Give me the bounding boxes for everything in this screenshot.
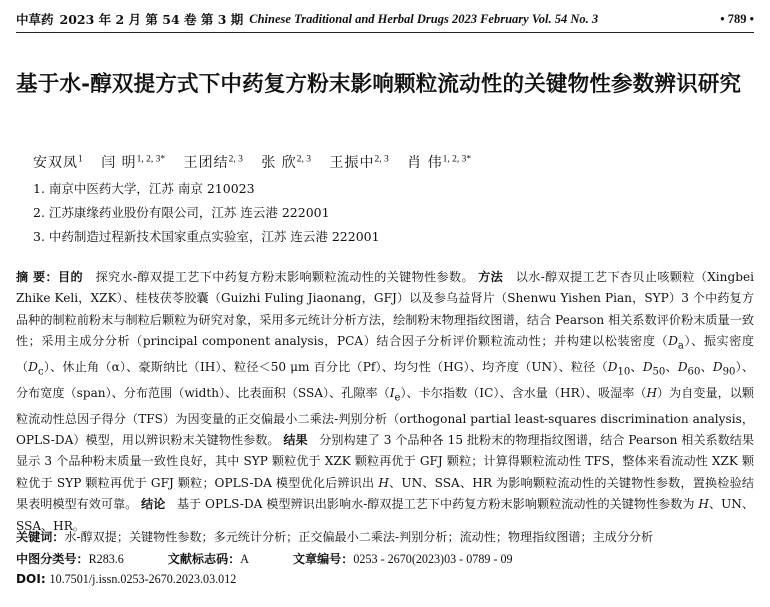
issue-date-cn: 2023 年 2 月 第 54 卷 第 3 期 [59, 12, 244, 27]
methods-label: 方法 [478, 270, 504, 284]
abstract: 摘 要：目的 探究水-醇双提工艺下中药复方粉末影响颗粒流动性的关键物性参数。 方法 以水-醇双提工艺下杏贝止咳颗粒（Xingbei Zhike Keli，XZK）、桂枝茯苓胶囊（Guizhi Fuling Jiaonang，GFJ）以及参乌益肾片（Shenwu Yishen Pian，SYP）3 个中药复方品种的制粒前粉末与制粒后颗粒为研究对象，采用多元统计分析方法，绘制粉末物理指纹图谱，结合 Pearson 相关系数评价粉末质量一致性；采用主成分分析（principal component analysis，PCA）结合因子分析评价颗粒流动性；并构建以松装密度$(D_a)$、振实密度$(D_c)$、休止角（α）、豪斯纳比（IH）、粒径＜50 μm 百分比（Pf）、均匀性（HG）、均齐度（UN）、粒径（$D_{10}$、$D_{50}$、$D_{60}$、$D_{90}$）、分布宽度（span）、分布范围（width）、比表面积（SSA）、孔隙率$(I_e)$、卡尔指数（IC）、含水量（HR）、吸湿率（H）为自变量，以颗粒流动性总因子得分（TFS）为因变量的正交偏最小二乘法-判别分析（orthogonal partial least-squares discrimination analysis，OPLS-DA）模型，用以辨识粉末关键物性参数。 结果 分别构建了 3 个品种各 15 批粉末的物理指纹图谱，结合 Pearson 相关系数结果显示 3 个品种粉末质量一致性良好，其中 SYP 颗粒优于 XZK 颗粒再优于 GFJ 颗粒；计算得颗粒流动性 TFS，整体来看流动性 XZK 颗粒优于 SYP 颗粒再优于 GFJ 颗粒；OPLS-DA 模型优化后辨识出 H、UN、SSA、HR 为影响颗粒流动性的关键物性参数，置换检验结果表明模型有效可靠。 结论 基于 OPLS-DA 模型辨识出影响水-醇双提工艺下中药复方粉末影响颗粒流动性的关键物性参数为 H、UN、SSA、HR。 [16, 270, 754, 533]
abstract-label: 摘 要： [16, 270, 58, 284]
page-number: • 789 • [720, 11, 754, 26]
article-no-label: 文章编号： [292, 552, 354, 566]
clc-label: 中图分类号： [16, 552, 89, 566]
journal-header [16, 6, 754, 33]
author-2: 闫 明$^{1, 2, 3*}$ [101, 154, 166, 171]
affiliation-3: 3. 中药制造过程新技术国家重点实验室，江苏 连云港 222001 [33, 229, 380, 244]
doi-value: 10.7501/j.issn.0253-2670.2023.03.012 [49, 572, 237, 586]
classification-line [16, 550, 553, 567]
journal-name-cn: 中草药 [16, 12, 54, 27]
results-text-1: 分别构建了 3 个品种各 15 批粉末的物理指纹图谱，结合 Pearson 相关系数结果显示 3 个品种粉末质量一致性良好，其中 SYP 颗粒优于 XZK 颗粒再优于 GFJ 颗粒；计算得颗粒流动性 TFS，整体来看流动性 XZK 颗粒优于 SYP 颗粒再优于 GFJ 颗粒；OPLS-DA 模型优化后辨识出 [16, 433, 754, 490]
paper-title: 基于水-醇双提方式下中药复方粉末影响颗粒流动性的关键物性参数辨识研究 [16, 72, 742, 97]
author-6: 肖 伟$^{1, 2, 3*}$ [407, 154, 472, 171]
methods-text-1: 以水-醇双提工艺下杏贝止咳颗粒（Xingbei Zhike Keli，XZK）、桂枝茯苓胶囊（Guizhi Fuling Jiaonang，GFJ）以及参乌益肾片（Shenwu Yishen Pian，SYP）3 个中药复方品种的制粒前粉末与制粒后颗粒为研究对象，采用多元统计分析方法，绘制粉末物理指纹图谱，结合 Pearson 相关系数评价粉末质量一致性；采用主成分分析（principal component analysis，PCA）结合因子分析评价颗粒流动性；并构建以松装密度（ [16, 270, 754, 349]
conclusion-label: 结论 [141, 497, 166, 512]
affiliation-2: 2. 江苏康缘药业股份有限公司，江苏 连云港 222001 [33, 205, 330, 220]
article-no-value: 0253 - 2670(2023)03 - 0789 - 09 [353, 552, 513, 566]
author-5: 王振中$^{2, 3}$ [329, 154, 389, 171]
doi-line [16, 572, 236, 587]
doc-code-value: A [240, 552, 250, 566]
author-3: 王团结$^{2, 3}$ [183, 154, 243, 171]
objective-text: 探究水-醇双提工艺下中药复方粉末影响颗粒流动性的关键物性参数。 [95, 270, 474, 284]
objective-label: 目的 [57, 270, 83, 284]
keywords [16, 528, 653, 545]
conclusion-text-1: 基于 OPLS-DA 模型辨识出影响水-醇双提工艺下中药复方粉末影响颗粒流动性的关键物性参数为 [176, 497, 699, 512]
clc-value: R283.6 [88, 552, 124, 566]
journal-name-en: Chinese Traditional and Herbal Drugs 2023 February Vol. 54 No. 3 [249, 11, 599, 26]
author-list [33, 152, 484, 172]
results-label: 结果 [283, 433, 308, 448]
keywords-label: 关键词： [16, 530, 65, 544]
doi-label: DOI: [16, 572, 46, 586]
keywords-text: 水-醇双提；关键物性参数；多元统计分析；正交偏最小二乘法-判别分析；流动性；物理指纹图谱；主成分分析 [64, 530, 654, 544]
author-1: 安双凤$^1$ [33, 154, 83, 171]
doc-code-label: 文献标志码： [167, 552, 241, 566]
affiliation-1: 1. 南京中医药大学，江苏 南京 210023 [33, 181, 255, 196]
author-4: 张 欣$^{2, 3}$ [261, 154, 312, 171]
